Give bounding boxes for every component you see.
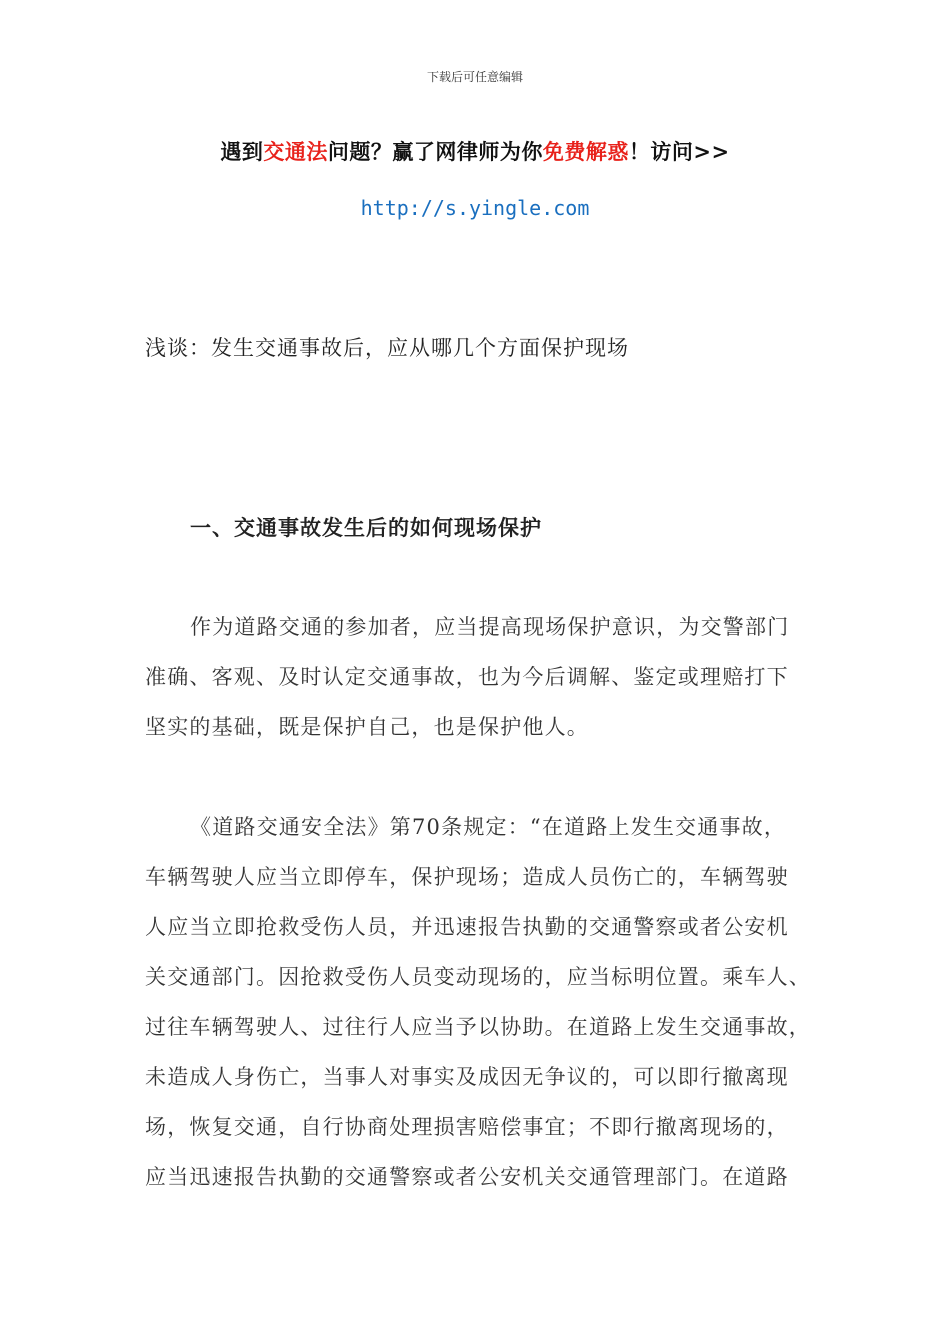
paragraph-line: 场，恢复交通，自行协商处理损害赔偿事宜；不即行撤离现场的， [145, 1115, 789, 1139]
paragraph-2 [145, 813, 811, 1213]
section-heading: 一、交通事故发生后的如何现场保护 [190, 515, 542, 540]
paragraph-line: 人应当立即抢救受伤人员，并迅速报告执勤的交通警察或者公安机 [145, 915, 789, 939]
document-title: 浅谈：发生交通事故后，应从哪几个方面保护现场 [145, 336, 629, 360]
promo-middle: 问题？赢了网律师为你 [327, 139, 543, 164]
paragraph-line: 未造成人身伤亡，当事人对事实及成因无争议的，可以即行撤离现 [145, 1065, 789, 1089]
paragraph-line: 过往车辆驾驶人、过往行人应当予以协助。在道路上发生交通事故， [145, 1015, 811, 1039]
paragraph-1 [145, 613, 805, 763]
paragraph-line: 作为道路交通的参加者，应当提高现场保护意识，为交警部门 [190, 615, 790, 639]
paragraph-line: 坚实的基础，既是保护自己，也是保护他人。 [145, 715, 589, 739]
paragraph-line: 车辆驾驶人应当立即停车，保护现场；造成人员伤亡的，车辆驾驶 [145, 865, 789, 889]
paragraph-line: 《道路交通安全法》第70条规定：“在道路上发生交通事故， [190, 815, 787, 839]
paragraph-line: 应当迅速报告执勤的交通警察或者公安机关交通管理部门。在道路 [145, 1165, 789, 1189]
header-note: 下载后可任意编辑 [426, 70, 523, 84]
promo-highlight-traffic-law: 交通法 [263, 139, 328, 164]
paragraph-line: 准确、客观、及时认定交通事故，也为今后调解、鉴定或理赔打下 [145, 665, 789, 689]
promo-banner [0, 136, 950, 166]
paragraph-line: 关交通部门。因抢救受伤人员变动现场的，应当标明位置。乘车人、 [145, 965, 811, 989]
promo-prefix: 遇到 [220, 139, 264, 164]
promo-link[interactable]: http://s.yingle.com [360, 196, 590, 220]
promo-suffix: ！访问>> [628, 139, 730, 164]
promo-highlight-free: 免费解惑 [542, 139, 629, 164]
